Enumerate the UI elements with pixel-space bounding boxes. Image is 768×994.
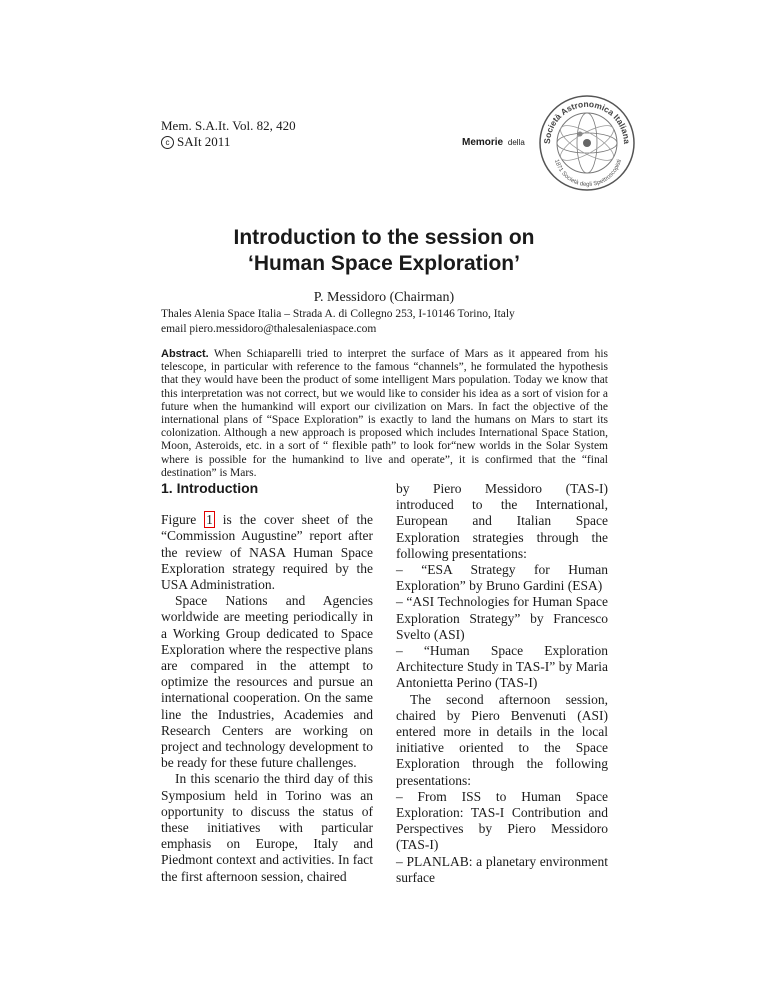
paper-title <box>160 225 608 277</box>
journal-citation: Mem. S.A.It. Vol. 82, 420 <box>161 118 296 133</box>
right-column <box>396 481 608 886</box>
list-item: – “Human Space Exploration Architecture Study in TAS-I” by Maria Antonietta Perino (TAS-I) <box>396 643 608 691</box>
affiliation-email: email piero.messidoro@thalesaleniaspace.com <box>161 323 377 335</box>
title-line-1: Introduction to the session on <box>233 226 535 249</box>
figure-reference-link[interactable]: 1 <box>206 512 213 528</box>
society-seal-logo <box>536 92 638 192</box>
abstract-text: When Schiaparelli tried to interpret the surface of Mars as it appeared from his telescope, in particular with reference to the famous “channels”, he formulated the hypothesis that they would have been the product of some intelligent Mars population. Today we know that this interpretation was not correct, but we would like to consider his idea as a sort of vision for a future when the humankind will export our civilization on Mars. In fact the objective of the international plans of “Space Exploration” is exactly to land the humans on Mars to start its colonization. Although a new approach is proposed which includes International Space Station, Moon, Asteroids, etc. in a sort of “ flexible path” to look for“new worlds in the Solar System where is possible for the humankind to live and operate”, it is confirmed that the “final destination” is Mars. <box>161 348 609 479</box>
abstract <box>161 348 608 480</box>
memorie-label: Memorie della <box>462 137 525 148</box>
title-line-2: ‘Human Space Exploration’ <box>248 252 520 275</box>
list-item: – PLANLAB: a planetary environment surface <box>396 853 608 885</box>
journal-header <box>161 118 296 150</box>
copyright-text: SAIt 2011 <box>177 134 231 149</box>
list-item: – “ESA Strategy for Human Exploration” by Bruno Gardini (ESA) <box>396 562 608 594</box>
abstract-label: Abstract. <box>161 348 209 360</box>
paragraph-4: by Piero Messidoro (TAS-I) introduced to the International, European and Italian Space Exploration strategies through the following presentations: <box>396 481 608 561</box>
paragraph-1: Figure 1 is the cover sheet of the “Commission Augustine” report after the review of NASA Human Space Exploration strategy required by the USA Administration. <box>161 512 374 593</box>
svg-text:Società Astronomica Italiana: Società Astronomica Italiana <box>541 98 633 145</box>
affiliation-address: Thales Alenia Space Italia – Strada A. di Collegno 253, I-10146 Torino, Italy <box>161 308 515 320</box>
paragraph-2: Space Nations and Agencies worldwide are meeting periodically in a Working Group dedicated to Space Exploration where the respective plans are compared in the attempt to optimize the resources and pursue an international cooperation. On the same line the Industries, Academies and Research Centers are working on project and technology development to be ready for these future challenges. <box>161 593 373 771</box>
paragraph-5: The second afternoon session, chaired by Piero Benvenuti (ASI) entered more in details in the local initiative oriented to the Space Exploration through the following presentations: <box>396 691 608 788</box>
affiliation <box>161 307 515 337</box>
paragraph-3: In this scenario the third day of this Symposium held in Torino was an opportunity to discuss the status of these initiatives with particular emphasis on Europe, Italy and Piedmont context and activities. In fact the first afternoon session, chaired <box>161 771 373 884</box>
author: P. Messidoro (Chairman) <box>313 290 455 305</box>
section-heading: 1. Introduction <box>161 480 259 496</box>
left-column <box>161 480 373 885</box>
svg-text:1871 Società degli Spettrosco: 1871 Società degli Spettroscopisti <box>552 158 624 189</box>
list-item: – “ASI Technologies for Human Space Exploration Strategy” by Francesco Svelto (ASI) <box>396 594 608 642</box>
list-item: – From ISS to Human Space Exploration: TAS-I Contribution and Perspectives by Piero Messidoro (TAS-I) <box>396 788 608 853</box>
copyright-line <box>161 134 296 150</box>
copyright-icon: c <box>161 136 174 149</box>
